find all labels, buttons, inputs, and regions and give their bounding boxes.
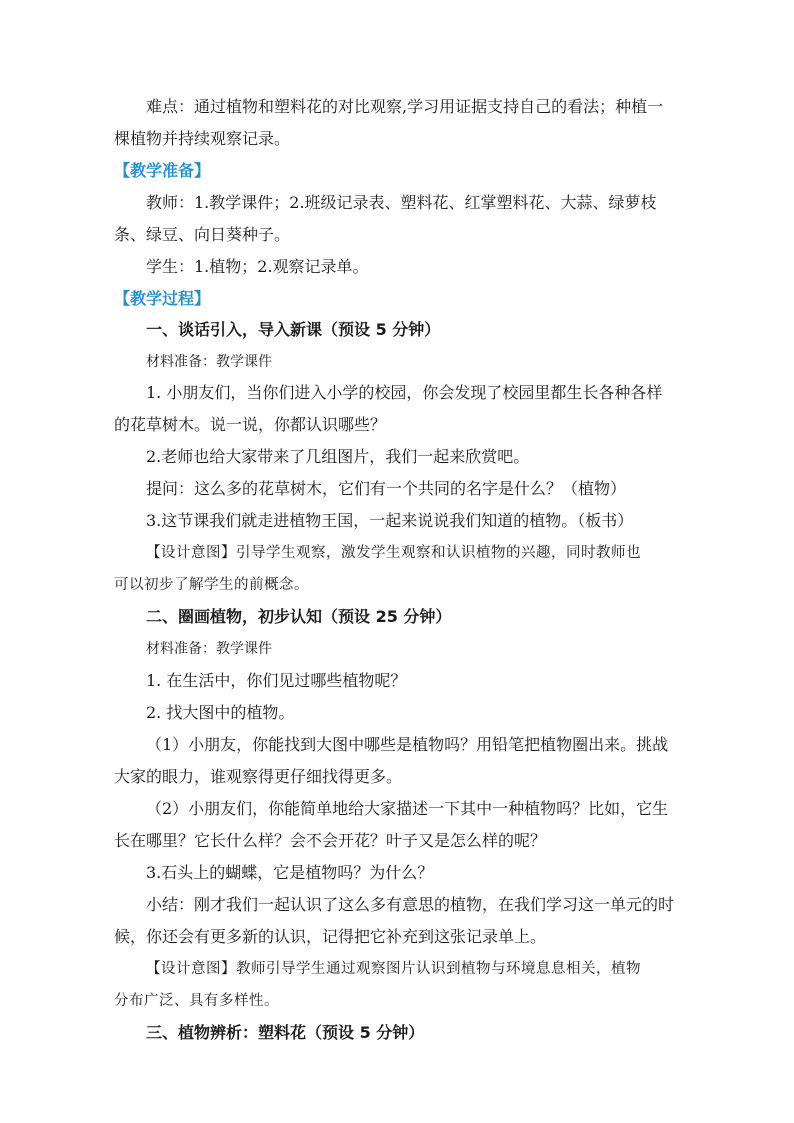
teaching-process-heading: 【教学过程】 [114, 289, 211, 308]
substep-one-text: （1）小朋友，你能找到大图中哪些是植物吗？用铅笔把植物圈出来。挑战 [146, 735, 669, 754]
section-one-materials: 材料准备：教学课件 [146, 354, 272, 370]
student-materials: 学生：1.植物；2.观察记录单。 [146, 257, 369, 276]
summary-text: 小结：刚才我们一起认识了这么多有意思的植物，在我们学习这一单元的时 [146, 895, 675, 914]
substep-two-text: （2）小朋友们，你能简单地给大家描述一下其中一种植物吗？比如，它生 [146, 799, 669, 818]
section-two-step-three: 3.石头上的蝴蝶，它是植物吗？为什么？ [146, 863, 434, 882]
section-two-step-one: 1. 在生活中，你们见过哪些植物呢？ [146, 671, 407, 690]
difficulty-text-cont: 棵植物并持续观察记录。 [114, 129, 291, 148]
section-two-materials: 材料准备：教学课件 [146, 641, 272, 657]
question-text: 提问：这么多的花草树木，它们有一个共同的名字是什么？（植物） [146, 479, 627, 498]
design-intent-two: 【设计意图】教师引导学生通过观察图片认识到植物与环境息息相关，植物 [146, 961, 641, 977]
teaching-prep-heading: 【教学准备】 [114, 161, 211, 180]
design-intent-one: 【设计意图】引导学生观察，激发学生观察和认识植物的兴趣，同时教师也 [146, 545, 641, 561]
design-intent-one-cont: 可以初步了解学生的前概念。 [114, 577, 309, 593]
difficulty-text: 难点：通过植物和塑料花的对比观察,学习用证据支持自己的看法；种植一 [146, 97, 664, 116]
step-two-text: 2.老师也给大家带来了几组图片，我们一起来欣赏吧。 [146, 447, 530, 466]
section-three-title: 三、植物辨析：塑料花（预设 5 分钟） [146, 1023, 425, 1042]
step-three-text: 3.这节课我们就走进植物王国，一起来说说我们知道的植物。（板书） [146, 511, 634, 530]
section-two-title: 二、圈画植物，初步认知（预设 25 分钟） [146, 607, 452, 626]
step-one-text: 1. 小朋友们，当你们进入小学的校园，你会发现了校园里都生长各种各样 [146, 383, 663, 402]
design-intent-two-cont: 分布广泛、具有多样性。 [114, 993, 279, 1009]
substep-one-text-cont: 大家的眼力，谁观察得更仔细找得更多。 [114, 767, 403, 786]
summary-text-cont: 候，你还会有更多新的认识，记得把它补充到这张记录单上。 [114, 927, 547, 946]
section-two-step-two: 2. 找大图中的植物。 [146, 703, 295, 722]
step-one-text-cont: 的花草树木。说一说，你都认识哪些？ [114, 415, 387, 434]
section-one-title: 一、谈话引入，导入新课（预设 5 分钟） [146, 320, 441, 339]
substep-two-text-cont: 长在哪里？它长什么样？会不会开花？叶子又是怎么样的呢？ [114, 831, 547, 850]
teacher-materials: 教师：1.教学课件；2.班级记录表、塑料花、红掌塑料花、大蒜、绿萝枝 [146, 193, 657, 212]
teacher-materials-cont: 条、绿豆、向日葵种子。 [114, 225, 291, 244]
